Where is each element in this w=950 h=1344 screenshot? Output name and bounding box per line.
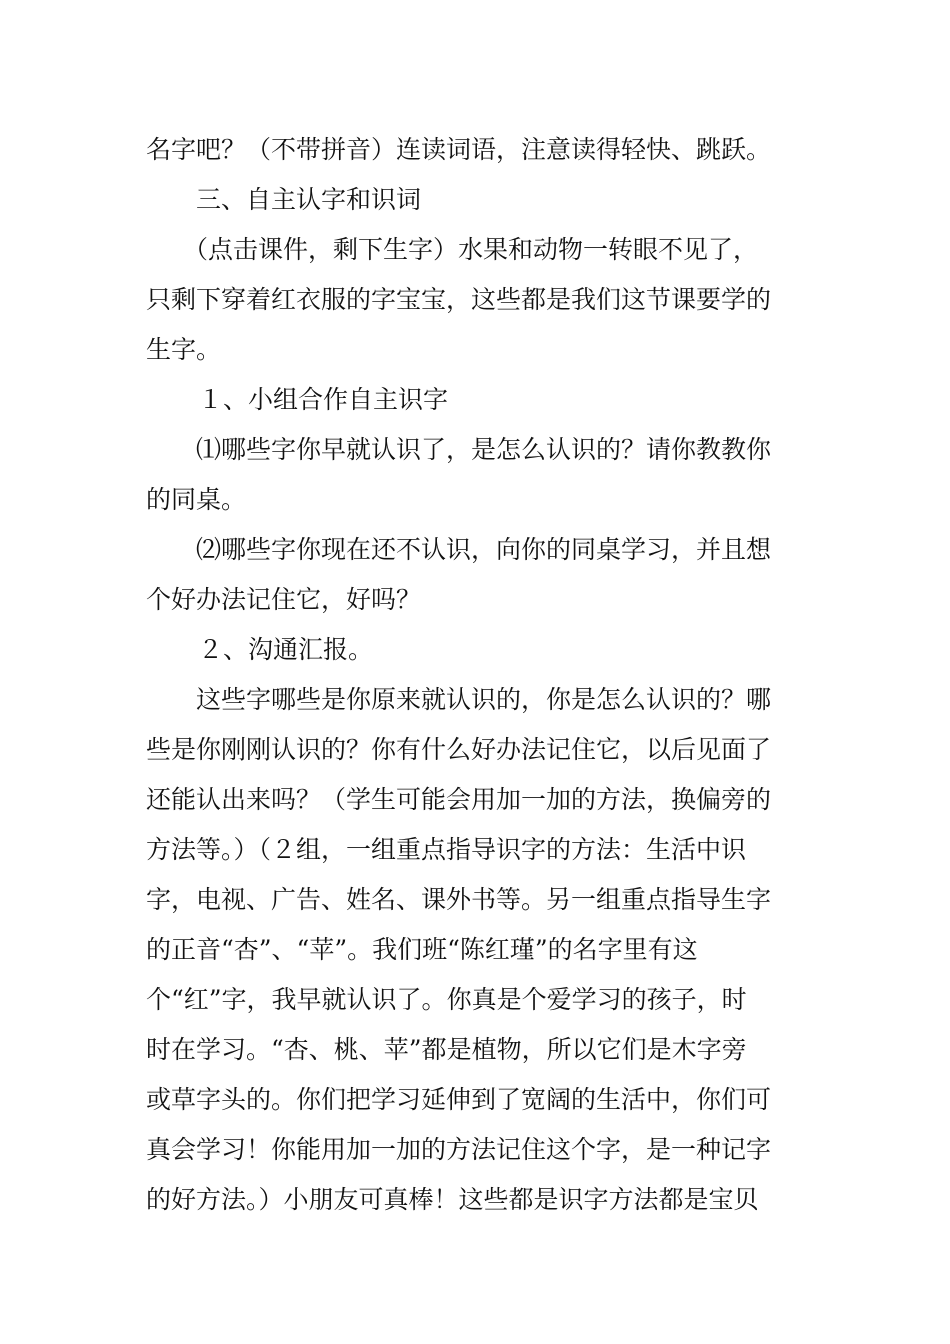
text-line: （点击课件，剩下生字）水果和动物一转眼不见了， [183, 235, 759, 264]
text-line: ⑵哪些字你现在还不认识，向你的同桌学习，并且想 [196, 535, 772, 564]
text-line: 生字。 [146, 335, 222, 364]
text-line: 或草字头的。你们把学习延伸到了宽阔的生活中，你们可 [146, 1085, 772, 1114]
text-line: 个好办法记住它，好吗？ [146, 585, 422, 614]
text-line: 这些字哪些是你原来就认识的，你是怎么认识的？哪 [196, 685, 772, 714]
subsection-heading: １、小组合作自主识字 [198, 385, 449, 414]
text-line: 个“红”字，我早就认识了。你真是个爱学习的孩子，时 [146, 985, 747, 1014]
text-line: 真会学习！你能用加一加的方法记住这个字，是一种记字 [146, 1135, 772, 1164]
text-line: 字，电视、广告、姓名、课外书等。另一组重点指导生字 [146, 885, 772, 914]
text-line: 的同桌。 [146, 485, 247, 514]
text-line: ⑴哪些字你早就认识了，是怎么认识的？请你教教你 [196, 435, 772, 464]
text-line: 只剩下穿着红衣服的字宝宝，这些都是我们这节课要学的 [146, 285, 772, 314]
text-line: 的正音“杏”、“苹”。我们班“陈红瑾”的名字里有这 [146, 935, 698, 964]
text-line: 名字吧？（不带拼音）连读词语，注意读得轻快、跳跃。 [146, 135, 772, 164]
text-line: 方法等。）（２组，一组重点指导识字的方法：生活中识 [146, 835, 747, 864]
text-line: 些是你刚刚认识的？你有什么好办法记住它，以后见面了 [146, 735, 772, 764]
text-line: 时在学习。“杏、桃、苹”都是植物，所以它们是木字旁 [146, 1035, 747, 1064]
subsection-heading: ２、沟通汇报。 [198, 635, 374, 664]
text-line: 的好方法。）小朋友可真棒！这些都是识字方法都是宝贝 [146, 1185, 759, 1214]
section-heading: 三、自主认字和识词 [196, 185, 422, 214]
text-line: 还能认出来吗？（学生可能会用加一加的方法，换偏旁的 [146, 785, 772, 814]
